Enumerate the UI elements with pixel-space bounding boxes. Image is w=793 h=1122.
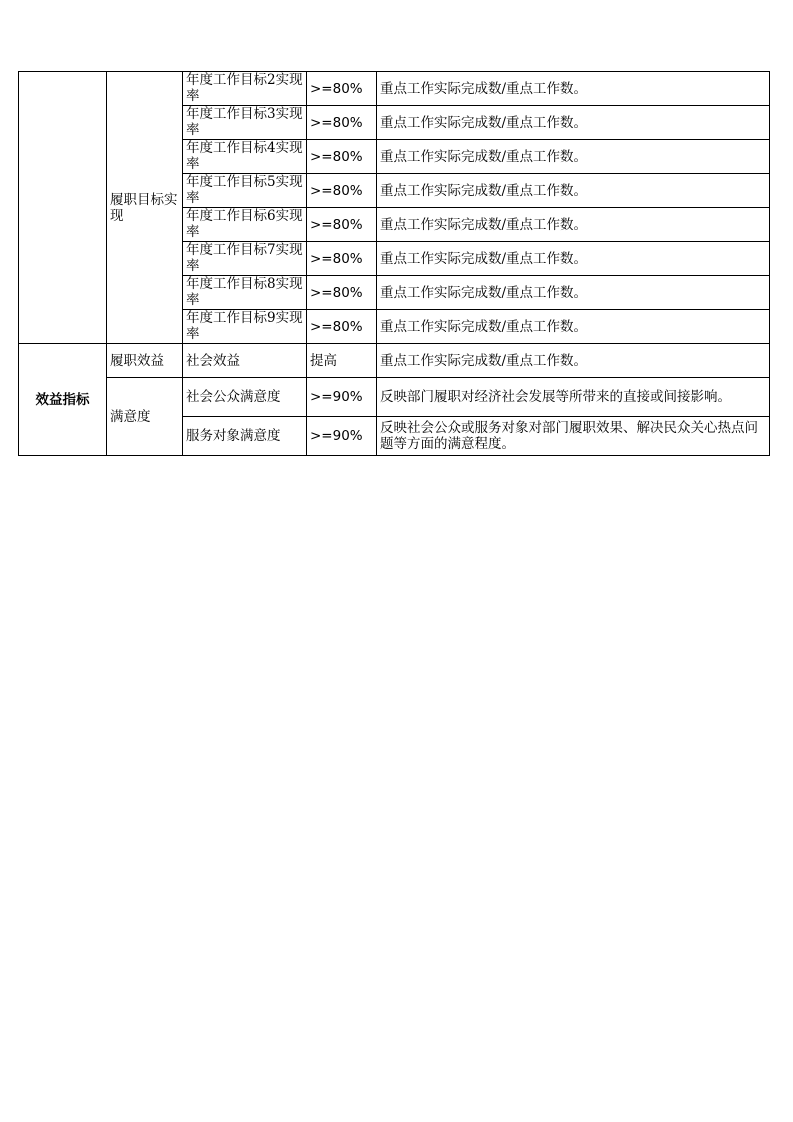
indicator-name: 年度工作目标8实现率 [186, 276, 303, 308]
indicator-name: 年度工作目标5实现率 [186, 174, 303, 206]
second-level-indicator-cell: 履职目标实现 [107, 72, 183, 344]
indicator-value-cell: >=80% [307, 208, 377, 242]
indicator-description-cell: 重点工作实际完成数/重点工作数。 [377, 106, 770, 140]
indicator-description-cell: 重点工作实际完成数/重点工作数。 [377, 242, 770, 276]
performance-indicator-table [18, 71, 770, 456]
indicator-name-cell [183, 174, 307, 208]
table-row [19, 378, 770, 417]
indicator-value-cell: >=80% [307, 276, 377, 310]
indicator-description-cell: 反映部门履职对经济社会发展等所带来的直接或间接影响。 [377, 378, 770, 417]
indicator-name-cell [183, 242, 307, 276]
table-row [19, 72, 770, 106]
indicator-value-cell: >=90% [307, 378, 377, 417]
second-level-indicator-cell: 满意度 [107, 378, 183, 456]
indicator-value-cell: >=80% [307, 242, 377, 276]
indicator-name-cell: 社会公众满意度 [183, 378, 307, 417]
indicator-name-cell [183, 106, 307, 140]
indicator-description-cell: 重点工作实际完成数/重点工作数。 [377, 140, 770, 174]
indicator-description-cell: 反映社会公众或服务对象对部门履职效果、解决民众关心热点问题等方面的满意程度。 [377, 417, 770, 456]
indicator-description-cell: 重点工作实际完成数/重点工作数。 [377, 72, 770, 106]
first-level-indicator-cell: 效益指标 [19, 344, 107, 456]
indicator-description-cell: 重点工作实际完成数/重点工作数。 [377, 174, 770, 208]
second-level-indicator-cell: 履职效益 [107, 344, 183, 378]
indicator-value-cell: >=80% [307, 72, 377, 106]
indicator-name: 年度工作目标6实现率 [186, 208, 303, 240]
indicator-value-cell: 提高 [307, 344, 377, 378]
indicator-name: 年度工作目标9实现率 [186, 310, 303, 342]
indicator-name-cell: 社会效益 [183, 344, 307, 378]
indicator-name: 年度工作目标3实现率 [186, 106, 303, 138]
indicator-value-cell: >=80% [307, 174, 377, 208]
indicator-description-cell: 重点工作实际完成数/重点工作数。 [377, 276, 770, 310]
indicator-name-cell [183, 72, 307, 106]
indicator-description-cell: 重点工作实际完成数/重点工作数。 [377, 344, 770, 378]
indicator-value-cell: >=90% [307, 417, 377, 456]
indicator-value-cell: >=80% [307, 106, 377, 140]
indicator-name: 年度工作目标4实现率 [186, 140, 303, 172]
indicator-name-cell [183, 276, 307, 310]
indicator-value-cell: >=80% [307, 140, 377, 174]
indicator-name-cell [183, 140, 307, 174]
indicator-value-cell: >=80% [307, 310, 377, 344]
indicator-name-cell: 服务对象满意度 [183, 417, 307, 456]
table-row [19, 344, 770, 378]
indicator-name: 年度工作目标7实现率 [186, 242, 303, 274]
indicator-description-cell: 重点工作实际完成数/重点工作数。 [377, 310, 770, 344]
first-level-indicator-cell [19, 72, 107, 344]
indicator-name-cell [183, 310, 307, 344]
indicator-name-cell [183, 208, 307, 242]
indicator-name: 年度工作目标2实现率 [186, 72, 303, 104]
indicator-description-cell: 重点工作实际完成数/重点工作数。 [377, 208, 770, 242]
